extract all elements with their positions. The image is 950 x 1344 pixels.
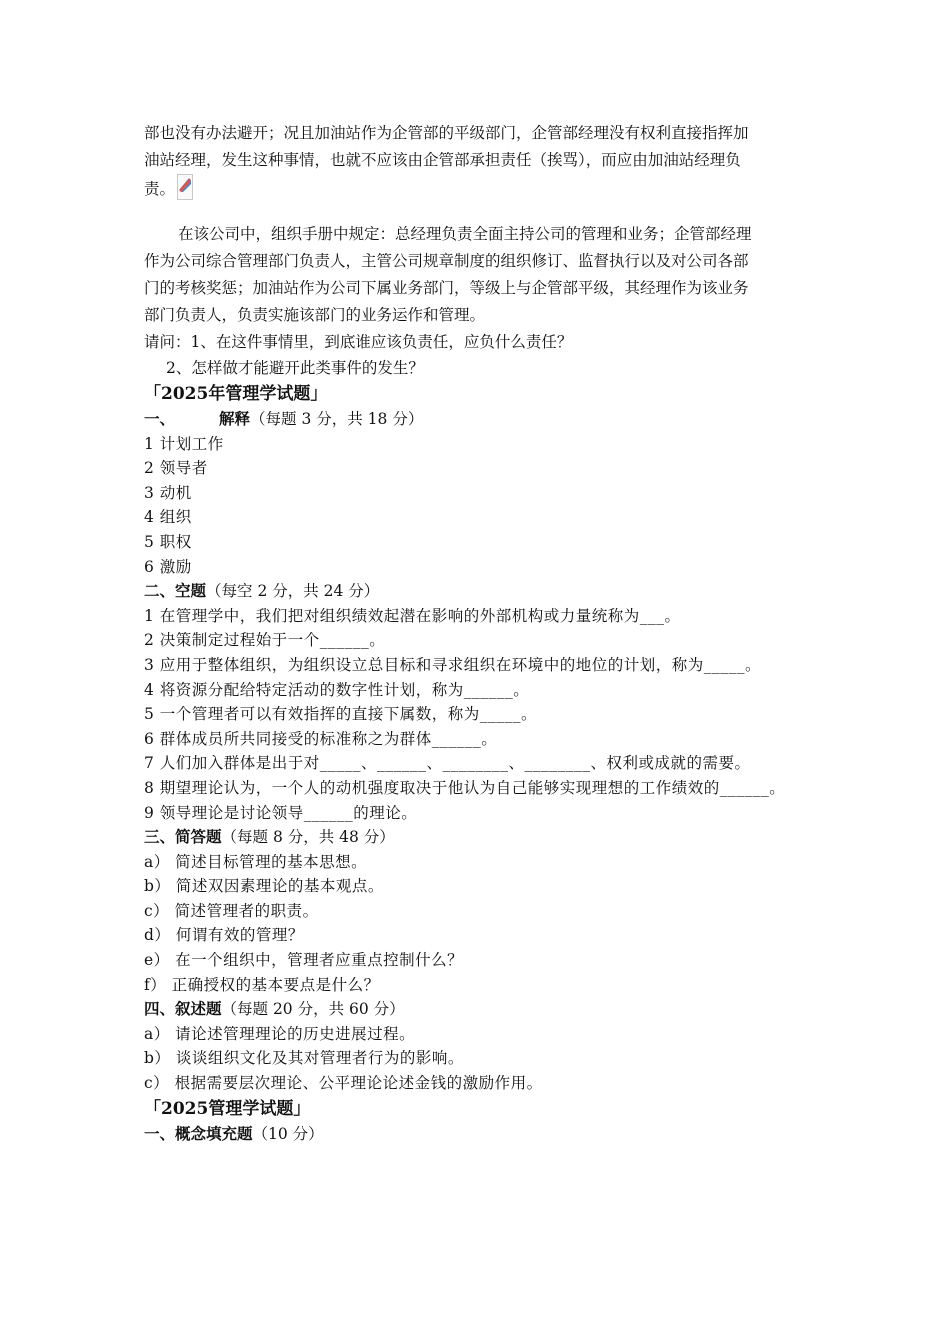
list-item: 3 动机 bbox=[144, 483, 192, 502]
intro-line: 油站经理，发生这种事情，也就不应该由企管部承担责任（挨骂），而应由加油站经理负 bbox=[144, 151, 741, 169]
intro-paragraph bbox=[144, 120, 808, 209]
list-item: 2 决策制定过程始于一个______。 bbox=[144, 631, 386, 650]
question-1: 请问：1、在这件事情里，到底谁应该负责任，应负什么责任？ bbox=[144, 333, 573, 351]
exam-title: 「2025年管理学试题」 bbox=[144, 384, 328, 404]
intro-line: 责。 bbox=[144, 174, 808, 209]
section-header: 三、简答题（每题 8 分，共 48 分） bbox=[144, 827, 395, 847]
list-item: e） 在一个组织中，管理者应重点控制什么？ bbox=[144, 951, 464, 970]
list-item: 1 计划工作 bbox=[144, 434, 224, 453]
list-item: 5 职权 bbox=[144, 532, 192, 551]
section-header: 二、空题（每空 2 分，共 24 分） bbox=[144, 581, 380, 601]
list-item: 6 群体成员所共同接受的标准称之为群体______。 bbox=[144, 729, 498, 748]
list-item: 6 激励 bbox=[144, 557, 192, 576]
list-item: 9 领导理论是讨论领导______的理论。 bbox=[144, 803, 418, 822]
list-item: f） 正确授权的基本要点是什么？ bbox=[144, 975, 380, 994]
broken-image-icon bbox=[177, 174, 193, 209]
list-item: a） 简述目标管理的基本思想。 bbox=[144, 852, 368, 871]
list-item: d） 何谓有效的管理？ bbox=[144, 926, 304, 945]
context-paragraph bbox=[144, 221, 808, 329]
intro-line: 部也没有办法避开；况且加油站作为企管部的平级部门，企管部经理没有权利直接指挥加 bbox=[144, 124, 749, 142]
list-item: 8 期望理论认为，一个人的动机强度取决于他认为自己能够实现理想的工作绩效的______。 bbox=[144, 778, 786, 797]
context-line: 作为公司综合管理部门负责人，主管公司规章制度的组织修订、监督执行以及对公司各部 bbox=[144, 252, 749, 270]
list-item: 4 将资源分配给特定活动的数字性计划，称为______。 bbox=[144, 680, 530, 699]
list-item: 3 应用于整体组织，为组织设立总目标和寻求组织在环境中的地位的计划，称为_____。 bbox=[144, 655, 762, 674]
context-line: 门的考核奖惩；加油站作为公司下属业务部门，等级上与企管部平级，其经理作为该业务 bbox=[144, 279, 749, 297]
section-header: 四、叙述题（每题 20 分，共 60 分） bbox=[144, 999, 405, 1019]
section-header: 一、 解释（每题 3 分，共 18 分） bbox=[144, 409, 424, 428]
list-item: 1 在管理学中，我们把对组织绩效起潜在影响的外部机构或力量统称为___。 bbox=[144, 606, 681, 625]
list-item: b） 简述双因素理论的基本观点。 bbox=[144, 877, 384, 896]
list-item: b） 谈谈组织文化及其对管理者行为的影响。 bbox=[144, 1049, 464, 1068]
document-page bbox=[144, 120, 808, 1146]
exam-title: 「2025管理学试题」 bbox=[144, 1098, 311, 1119]
question-2: 2、怎样做才能避开此类事件的发生？ bbox=[166, 359, 424, 377]
context-line: 在该公司中，组织手册中规定：总经理负责全面主持公司的管理和业务；企管部经理 bbox=[178, 225, 752, 243]
list-item: 7 人们加入群体是出于对_____、______、________、________、权利或成就的需要。 bbox=[144, 754, 751, 773]
list-item: 4 组织 bbox=[144, 508, 192, 527]
list-item: c） 根据需要层次理论、公平理论论述金钱的激励作用。 bbox=[144, 1074, 543, 1093]
list-item: c） 简述管理者的职责。 bbox=[144, 901, 319, 920]
list-item: 2 领导者 bbox=[144, 459, 208, 478]
list-item: a） 请论述管理理论的历史进展过程。 bbox=[144, 1024, 416, 1043]
list-item: 5 一个管理者可以有效指挥的直接下属数，称为_____。 bbox=[144, 705, 538, 724]
context-line: 部门负责人，负责实施该部门的业务运作和管理。 bbox=[144, 306, 486, 324]
section-header: 一、概念填充题（10 分） bbox=[144, 1123, 324, 1143]
